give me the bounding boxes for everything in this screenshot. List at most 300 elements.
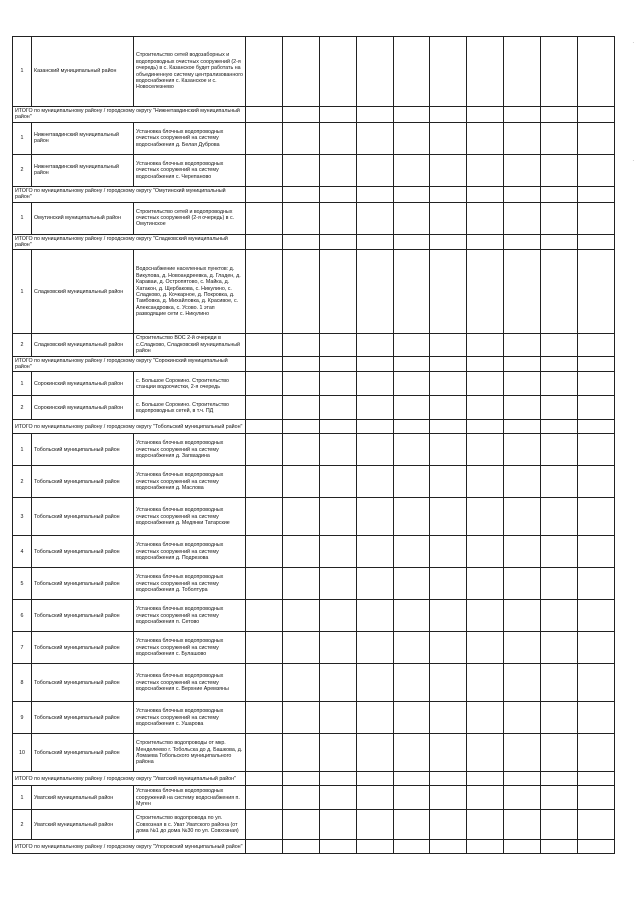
empty-cell: [393, 107, 430, 123]
project-description: с. Большое Сорокино. Строительство станции водоочистки, 2-я очередь: [134, 372, 246, 396]
empty-cell: [319, 466, 356, 498]
row-number: 1: [13, 372, 32, 396]
empty-cell: [393, 356, 430, 372]
row-number: 9: [13, 702, 32, 734]
empty-cell: [430, 702, 467, 734]
empty-cell: [393, 122, 430, 154]
empty-cell: [541, 568, 578, 600]
empty-cell: [504, 356, 541, 372]
project-description: Строительство ВОС 2-й очереди в с.Сладково, Сладковский муниципальный район: [134, 334, 246, 356]
empty-cell: [541, 234, 578, 250]
empty-cell: [467, 154, 504, 186]
table-row: [13, 632, 615, 664]
row-number: 2: [13, 154, 32, 186]
empty-cell: [430, 632, 467, 664]
empty-cell: [356, 334, 393, 356]
empty-cell: [467, 420, 504, 434]
empty-cell: [578, 600, 615, 632]
empty-cell: [541, 632, 578, 664]
district-name: Сладковский муниципальный район: [32, 334, 134, 356]
row-number: 4: [13, 536, 32, 568]
empty-cell: [541, 434, 578, 466]
empty-cell: [430, 202, 467, 234]
empty-cell: [356, 37, 393, 107]
row-number: 1: [13, 250, 32, 334]
empty-cell: [356, 840, 393, 854]
empty-cell: [319, 840, 356, 854]
empty-cell: [541, 202, 578, 234]
empty-cell: [319, 664, 356, 702]
empty-cell: [246, 810, 283, 840]
empty-cell: [430, 420, 467, 434]
empty-cell: [246, 664, 283, 702]
empty-cell: [319, 234, 356, 250]
empty-cell: [356, 107, 393, 123]
empty-cell: [541, 154, 578, 186]
table-row: [13, 37, 615, 107]
project-description: Установка блочных водопроводных очистных сооружений на систему водоснабжения д. Тоболтура: [134, 568, 246, 600]
empty-cell: [282, 202, 319, 234]
empty-cell: [430, 600, 467, 632]
empty-cell: [246, 37, 283, 107]
empty-cell: [393, 734, 430, 772]
empty-cell: [467, 434, 504, 466]
empty-cell: [430, 396, 467, 420]
empty-cell: [282, 702, 319, 734]
row-number: 7: [13, 632, 32, 664]
empty-cell: [393, 498, 430, 536]
empty-cell: [504, 372, 541, 396]
empty-cell: [504, 466, 541, 498]
empty-cell: [282, 107, 319, 123]
empty-cell: [541, 734, 578, 772]
empty-cell: [430, 154, 467, 186]
district-name: Уватский муниципальный район: [32, 786, 134, 810]
empty-cell: [319, 786, 356, 810]
empty-cell: [430, 434, 467, 466]
empty-cell: [393, 664, 430, 702]
empty-cell: [356, 420, 393, 434]
empty-cell: [430, 810, 467, 840]
table-row: [13, 498, 615, 536]
total-row: [13, 772, 615, 786]
empty-cell: [356, 434, 393, 466]
empty-cell: [467, 466, 504, 498]
empty-cell: [504, 772, 541, 786]
empty-cell: [282, 356, 319, 372]
empty-cell: [356, 202, 393, 234]
total-row: [13, 840, 615, 854]
empty-cell: [504, 498, 541, 536]
empty-cell: [504, 396, 541, 420]
empty-cell: [282, 420, 319, 434]
row-number: 1: [13, 786, 32, 810]
project-description: Установка блочных водопроводных очистных сооружений на систему водоснабжения с. Черепаново: [134, 154, 246, 186]
total-label: ИТОГО по муниципальному району / городскому округу "Сорокинский муниципальный район": [13, 356, 246, 372]
empty-cell: [319, 186, 356, 202]
empty-cell: [393, 786, 430, 810]
row-number: 1: [13, 202, 32, 234]
empty-cell: [467, 202, 504, 234]
total-label: ИТОГО по муниципальному району / городскому округу "Омутинский муниципальный район": [13, 186, 246, 202]
empty-cell: [282, 186, 319, 202]
empty-cell: [467, 250, 504, 334]
empty-cell: [541, 840, 578, 854]
empty-cell: [393, 466, 430, 498]
total-label: ИТОГО по муниципальному району / городскому округу "Сладковский муниципальный район": [13, 234, 246, 250]
empty-cell: [467, 600, 504, 632]
empty-cell: [504, 536, 541, 568]
empty-cell: [467, 396, 504, 420]
empty-cell: [393, 37, 430, 107]
empty-cell: [282, 632, 319, 664]
empty-cell: [246, 434, 283, 466]
empty-cell: [578, 434, 615, 466]
empty-cell: [393, 234, 430, 250]
empty-cell: [504, 434, 541, 466]
empty-cell: [356, 568, 393, 600]
project-description: Установка блочных водопроводных очистных сооружений на систему водоснабжения д. Загваздина: [134, 434, 246, 466]
total-label: ИТОГО по муниципальному району / городскому округу "Тобольский муниципальный район": [13, 420, 246, 434]
empty-cell: [504, 186, 541, 202]
empty-cell: [578, 772, 615, 786]
empty-cell: [467, 810, 504, 840]
total-row: [13, 234, 615, 250]
row-number: 2: [13, 466, 32, 498]
empty-cell: [541, 334, 578, 356]
empty-cell: [246, 840, 283, 854]
empty-cell: [246, 234, 283, 250]
total-row: [13, 186, 615, 202]
empty-cell: [319, 37, 356, 107]
table-row: [13, 122, 615, 154]
empty-cell: [541, 664, 578, 702]
empty-cell: [467, 186, 504, 202]
empty-cell: [356, 702, 393, 734]
empty-cell: [246, 202, 283, 234]
empty-cell: [356, 536, 393, 568]
empty-cell: [504, 334, 541, 356]
empty-cell: [504, 840, 541, 854]
empty-cell: [541, 372, 578, 396]
empty-cell: [467, 702, 504, 734]
empty-cell: [430, 734, 467, 772]
empty-cell: [578, 568, 615, 600]
empty-cell: [246, 356, 283, 372]
empty-cell: [246, 734, 283, 772]
empty-cell: [356, 810, 393, 840]
table-body: [13, 37, 615, 854]
empty-cell: [578, 786, 615, 810]
empty-cell: [246, 154, 283, 186]
project-description: Установка блочных водопроводных очистных сооружений на систему водоснабжения с. Верхние Аремзяны: [134, 664, 246, 702]
empty-cell: [541, 37, 578, 107]
empty-cell: [504, 420, 541, 434]
table-row: [13, 396, 615, 420]
empty-cell: [319, 568, 356, 600]
empty-cell: [504, 632, 541, 664]
empty-cell: [356, 498, 393, 536]
empty-cell: [504, 568, 541, 600]
margin-mark: ·: [632, 158, 634, 164]
empty-cell: [467, 37, 504, 107]
empty-cell: [578, 420, 615, 434]
row-number: 1: [13, 434, 32, 466]
empty-cell: [319, 810, 356, 840]
empty-cell: [393, 202, 430, 234]
empty-cell: [541, 396, 578, 420]
empty-cell: [319, 702, 356, 734]
empty-cell: [578, 396, 615, 420]
row-number: 2: [13, 396, 32, 420]
empty-cell: [246, 466, 283, 498]
empty-cell: [319, 536, 356, 568]
empty-cell: [541, 122, 578, 154]
row-number: 2: [13, 334, 32, 356]
empty-cell: [282, 734, 319, 772]
empty-cell: [430, 107, 467, 123]
project-description: Строительство сетей водозаборных и водопроводных очистных сооружений (2-я очередь) в с. Казанское будет работать на объединенную систему централизованного водоснабжения с. Казанское и с. Новоселезнево: [134, 37, 246, 107]
project-description: Установка блочных водопроводных очистных сооружений на систему водоснабжения с. Булашово: [134, 632, 246, 664]
empty-cell: [356, 154, 393, 186]
empty-cell: [467, 122, 504, 154]
district-name: Тобольский муниципальный район: [32, 734, 134, 772]
project-description: Установка блочных водопроводных очистных сооружений на систему водоснабжения с. Ушарова: [134, 702, 246, 734]
row-number: 1: [13, 122, 32, 154]
total-row: [13, 107, 615, 123]
empty-cell: [246, 498, 283, 536]
empty-cell: [356, 122, 393, 154]
district-name: Казанский муниципальный район: [32, 37, 134, 107]
empty-cell: [393, 154, 430, 186]
empty-cell: [430, 498, 467, 536]
empty-cell: [504, 810, 541, 840]
empty-cell: [504, 664, 541, 702]
empty-cell: [578, 664, 615, 702]
district-name: Тобольский муниципальный район: [32, 600, 134, 632]
empty-cell: [282, 372, 319, 396]
empty-cell: [541, 810, 578, 840]
empty-cell: [504, 122, 541, 154]
total-row: [13, 356, 615, 372]
empty-cell: [246, 568, 283, 600]
empty-cell: [246, 632, 283, 664]
empty-cell: [246, 536, 283, 568]
empty-cell: [430, 186, 467, 202]
empty-cell: [541, 600, 578, 632]
empty-cell: [578, 632, 615, 664]
table-row: [13, 810, 615, 840]
district-name: Сладковский муниципальный район: [32, 250, 134, 334]
district-name: Омутинский муниципальный район: [32, 202, 134, 234]
empty-cell: [578, 202, 615, 234]
empty-cell: [504, 154, 541, 186]
empty-cell: [467, 356, 504, 372]
empty-cell: [246, 186, 283, 202]
empty-cell: [578, 250, 615, 334]
empty-cell: [430, 568, 467, 600]
empty-cell: [430, 356, 467, 372]
empty-cell: [246, 250, 283, 334]
empty-cell: [246, 372, 283, 396]
empty-cell: [578, 234, 615, 250]
empty-cell: [393, 420, 430, 434]
empty-cell: [578, 154, 615, 186]
empty-cell: [430, 234, 467, 250]
empty-cell: [393, 772, 430, 786]
project-description: с. Большое Сорокино. Строительство водопроводных сетей, в т.ч. ПД: [134, 396, 246, 420]
empty-cell: [246, 122, 283, 154]
empty-cell: [578, 702, 615, 734]
empty-cell: [282, 840, 319, 854]
district-name: Тобольский муниципальный район: [32, 664, 134, 702]
empty-cell: [393, 568, 430, 600]
project-description: Установка блочных водопроводных очистных сооружений на систему водоснабжения п. Сетово: [134, 600, 246, 632]
empty-cell: [578, 186, 615, 202]
empty-cell: [467, 840, 504, 854]
empty-cell: [356, 734, 393, 772]
empty-cell: [246, 786, 283, 810]
total-label: ИТОГО по муниципальному району / городскому округу "Упоровский муниципальный район": [13, 840, 246, 854]
empty-cell: [541, 536, 578, 568]
empty-cell: [282, 536, 319, 568]
empty-cell: [282, 810, 319, 840]
empty-cell: [356, 632, 393, 664]
empty-cell: [356, 186, 393, 202]
project-description: Установка блочных водопроводных очистных сооружений на систему водоснабжения д. Подрезова: [134, 536, 246, 568]
project-description: Водоснабжение населенных пунктов: д. Викулова, д. Новоандреевка, д. Гладен, д. Караваи, д. Остропятово, с. Майка, д. Хатакон, д. Щербакова, с. Никулино, с. Сладково, д. Кочкарное, д. Покровка, д. Тамбовка, д. Михайловка, д. Красивое, с. Александровка, с. Усово. 1 этап разводящие сети с. Никулино: [134, 250, 246, 334]
empty-cell: [393, 334, 430, 356]
empty-cell: [430, 250, 467, 334]
table-row: [13, 372, 615, 396]
empty-cell: [393, 600, 430, 632]
total-row: [13, 420, 615, 434]
empty-cell: [541, 772, 578, 786]
empty-cell: [282, 434, 319, 466]
empty-cell: [504, 234, 541, 250]
empty-cell: [504, 37, 541, 107]
empty-cell: [578, 372, 615, 396]
total-label: ИТОГО по муниципальному району / городскому округу "Нижнетавдинский муниципальный район": [13, 107, 246, 123]
empty-cell: [282, 466, 319, 498]
empty-cell: [282, 396, 319, 420]
district-name: Тобольский муниципальный район: [32, 702, 134, 734]
project-description: Установка блочных водопроводных очистных сооружений на систему водоснабжения д. Медянки Татарские: [134, 498, 246, 536]
empty-cell: [430, 372, 467, 396]
empty-cell: [541, 250, 578, 334]
empty-cell: [393, 702, 430, 734]
empty-cell: [282, 154, 319, 186]
table-row: [13, 664, 615, 702]
table-row: [13, 154, 615, 186]
project-description: Строительство сетей и водопроводных очистных сооружений (2-я очередь) в с. Омутинское: [134, 202, 246, 234]
empty-cell: [319, 420, 356, 434]
empty-cell: [393, 372, 430, 396]
empty-cell: [467, 234, 504, 250]
empty-cell: [467, 334, 504, 356]
empty-cell: [430, 122, 467, 154]
project-description: Установка блочных водопроводных очистных сооружений на систему водоснабжения д. Белая Дуброва: [134, 122, 246, 154]
empty-cell: [541, 702, 578, 734]
district-name: Сорокинский муниципальный район: [32, 372, 134, 396]
empty-cell: [578, 107, 615, 123]
empty-cell: [578, 810, 615, 840]
empty-cell: [467, 498, 504, 536]
empty-cell: [467, 772, 504, 786]
empty-cell: [504, 786, 541, 810]
empty-cell: [319, 334, 356, 356]
empty-cell: [282, 600, 319, 632]
empty-cell: [356, 786, 393, 810]
empty-cell: [319, 498, 356, 536]
empty-cell: [319, 632, 356, 664]
project-description: Установка блочных водопроводных сооружений на систему водоснабжения п. Муген: [134, 786, 246, 810]
empty-cell: [430, 840, 467, 854]
empty-cell: [282, 498, 319, 536]
empty-cell: [282, 664, 319, 702]
empty-cell: [246, 420, 283, 434]
empty-cell: [246, 107, 283, 123]
table-row: [13, 334, 615, 356]
district-name: Тобольский муниципальный район: [32, 466, 134, 498]
empty-cell: [319, 734, 356, 772]
empty-cell: [282, 772, 319, 786]
empty-cell: [356, 250, 393, 334]
empty-cell: [504, 734, 541, 772]
empty-cell: [282, 37, 319, 107]
table-row: [13, 786, 615, 810]
total-label: ИТОГО по муниципальному району / городскому округу "Уватский муниципальный район": [13, 772, 246, 786]
empty-cell: [430, 786, 467, 810]
empty-cell: [393, 186, 430, 202]
district-name: Сорокинский муниципальный район: [32, 396, 134, 420]
empty-cell: [356, 600, 393, 632]
empty-cell: [578, 334, 615, 356]
empty-cell: [319, 202, 356, 234]
empty-cell: [430, 334, 467, 356]
empty-cell: [430, 664, 467, 702]
empty-cell: [504, 107, 541, 123]
empty-cell: [504, 202, 541, 234]
empty-cell: [393, 434, 430, 466]
empty-cell: [356, 772, 393, 786]
row-number: 1: [13, 37, 32, 107]
empty-cell: [356, 466, 393, 498]
empty-cell: [578, 734, 615, 772]
empty-cell: [393, 840, 430, 854]
empty-cell: [430, 772, 467, 786]
margin-mark: ·: [632, 40, 634, 46]
project-description: Установка блочных водопроводных очистных сооружений на систему водоснабжения д. Маслова: [134, 466, 246, 498]
district-name: Тобольский муниципальный район: [32, 568, 134, 600]
empty-cell: [393, 810, 430, 840]
empty-cell: [467, 536, 504, 568]
empty-cell: [578, 122, 615, 154]
projects-table: [12, 36, 615, 854]
empty-cell: [356, 372, 393, 396]
empty-cell: [246, 702, 283, 734]
empty-cell: [319, 396, 356, 420]
district-name: Тобольский муниципальный район: [32, 498, 134, 536]
empty-cell: [246, 600, 283, 632]
row-number: 8: [13, 664, 32, 702]
district-name: Тобольский муниципальный район: [32, 536, 134, 568]
empty-cell: [393, 536, 430, 568]
empty-cell: [541, 107, 578, 123]
empty-cell: [356, 396, 393, 420]
empty-cell: [504, 250, 541, 334]
empty-cell: [246, 334, 283, 356]
